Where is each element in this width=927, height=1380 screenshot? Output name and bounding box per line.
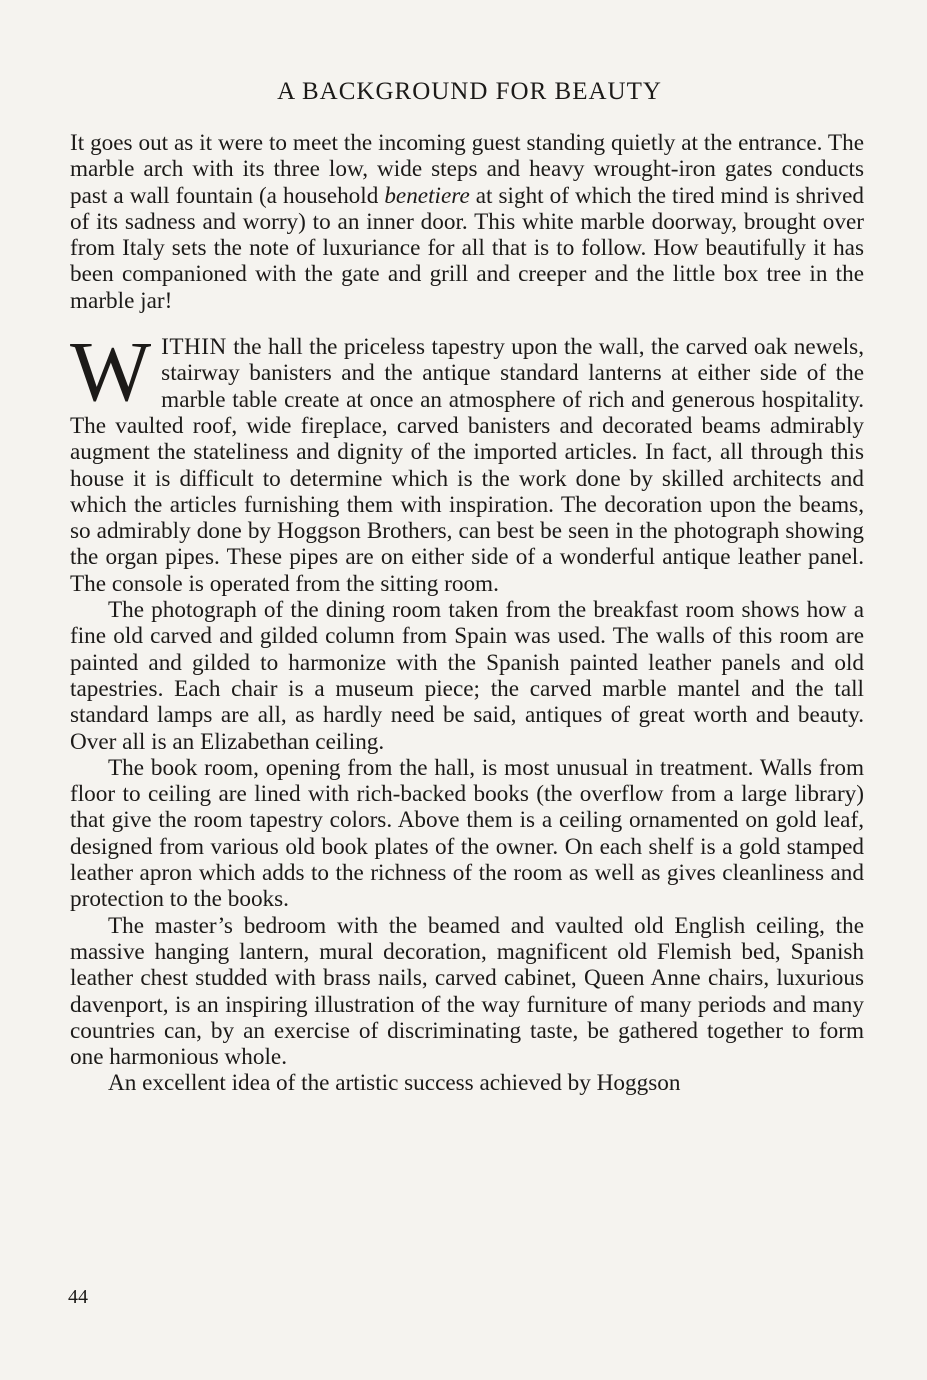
section-lead-word: ITHIN: [161, 334, 227, 361]
page-title: A BACKGROUND FOR BEAUTY: [277, 78, 662, 105]
article-body: [70, 130, 864, 1097]
paragraph-continuation: An excellent idea of the artistic success achieved by Hoggson: [108, 1070, 681, 1097]
paragraph-book-room: The book room, opening from the hall, is most unusual in treatment. Walls from floor to ceiling are lined with rich-backed books (the overflow from a large library) that give the room tapestry colors. Above them is a ceiling ornamented on gold leaf, designed from various old book plates of the owner. On each shelf is a gold stamped leather apron which adds to the richness of the room as well as gives cleanliness and protection to the books.: [70, 754, 864, 913]
intro-italic-term: benetiere: [384, 182, 470, 209]
intro-text-start: It goes out as it were to meet the incoming guest standing quietly at the entrance. The marble arch with its three low, wide steps and heavy wrought-iron gates conducts past a wall fountain (a household: [70, 130, 864, 209]
section-text: the hall the priceless tapestry upon the wall, the carved oak newels, stairway banisters and the antique standard lanterns at either side of the marble table create at once an atmosphere of rich and generous hospitality. The vaulted roof, wide fireplace, carved banisters and decorated beams admirably augment the stateliness and dignity of the imported articles. In fact, all through this house it is difficult to determine which is the work done by skilled architects and which the articles furnishing them with inspiration. The decoration upon the beams, so admirably done by Hoggson Brothers, can best be seen in the photograph showing the organ pipes. These pipes are on either side of a wonderful antique leather panel. The console is operated from the sitting room.: [70, 334, 864, 597]
intro-paragraph: [70, 130, 864, 314]
page-number: 44: [68, 1286, 88, 1308]
drop-cap-letter: W: [70, 323, 152, 420]
intro-text-end: at sight of which the tired mind is shrived of its sadness and worry) to an inner door. This white marble doorway, brought over from Italy sets the note of luxuriance for all that is to follow. How beautifully it has been companioned with the gate and grill and creeper and the little box tree in the marble jar!: [70, 182, 864, 314]
paragraph-master-bedroom: The master’s bedroom with the beamed and vaulted old English ceiling, the massive hanging lantern, mural decoration, magnificent old Flemish bed, Spanish leather chest studded with brass nails, carved cabinet, Queen Anne chairs, luxurious davenport, is an inspiring illustration of the way furniture of many periods and many countries can, by an exercise of discriminating taste, be gathered together to form one harmonious whole.: [70, 912, 864, 1071]
section-opening-paragraph: [70, 323, 864, 597]
paragraph-dining-room: The photograph of the dining room taken from the breakfast room shows how a fine old carved and gilded column from Spain was used. The walls of this room are painted and gilded to harmonize with the Spanish painted leather panels and old tapestries. Each chair is a museum piece; the carved marble mantel and the tall standard lamps are all, as hardly need be said, antiques of great worth and beauty. Over all is an Elizabethan ceiling.: [70, 597, 864, 755]
